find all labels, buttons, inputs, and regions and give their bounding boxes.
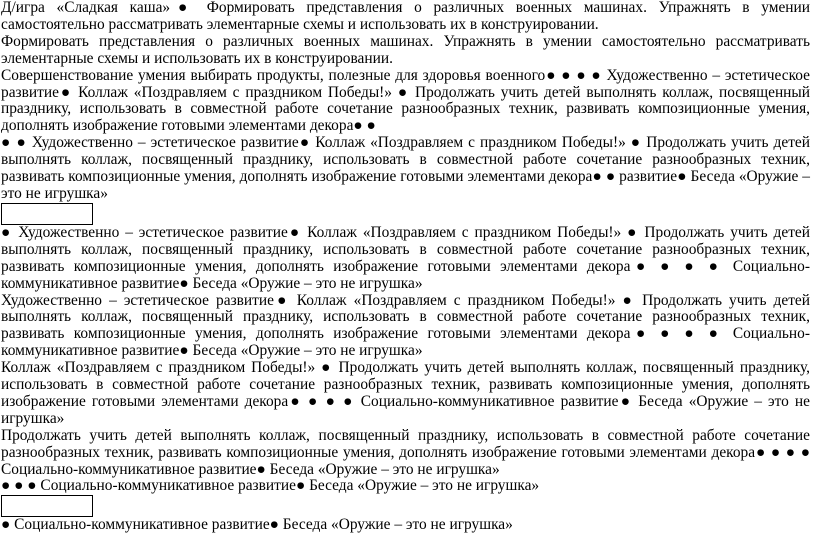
- paragraph-healthy-food: Совершенствование умения выбирать продукты, полезные для здоровья военного● ● ● ● Художественно – эстетическое развитие● Коллаж «Поздравляем с праздником Победы!» ● Продолжать учить детей выполнять коллаж, посвященный празднику, использовать в совместной работе сочетание разнообразных техник, развивать композиционные умения, дополнять изображение готовыми элементами декора● ●: [1, 66, 810, 135]
- paragraph-art-collage-1: ● ● Художественно – эстетическое развитие● Коллаж «Поздравляем с праздником Победы!» ● Продолжать учить детей выполнять коллаж, посвященный празднику, использовать в совместной работе сочетание разнообразных техник, развивать композиционные умения, дополнять изображение готовыми элементами декора● ● развитие● Беседа «Оружие – это не игрушка»: [1, 134, 810, 202]
- empty-frame-box: [1, 495, 93, 517]
- paragraph-social-communicative-1: ● ● ● Социально-коммуникативное развитие● Беседа «Оружие – это не игрушка»: [1, 477, 540, 495]
- paragraph-art-collage-3: Художественно – эстетическое развитие● Коллаж «Поздравляем с праздником Победы!» ● Продолжать учить детей выполнять коллаж, посвященный празднику, использовать в совместной работе сочетание разнообразных техник, развивать композиционные умения, дополнять изображение готовыми элементами декора● ● ● ● Социально-коммуникативное развитие● Беседа «Оружие – это не игрушка»: [1, 291, 810, 360]
- paragraph-military-machines: Формировать представления о различных военных машинах. Упражнять в умении самостоятельно рассматривать элементарные схемы и использовать их в конструировании.: [1, 32, 810, 67]
- paragraph-continue-teaching: Продолжать учить детей выполнять коллаж, посвященный празднику, использовать в совместной работе сочетание разнообразных техник, развивать композиционные умения, дополнять изображение готовыми элементами декора● ● ● ● Социально-коммуникативное развитие● Беседа «Оружие – это не игрушка»: [1, 426, 810, 478]
- paragraph-game-sweet-porridge: Д/игра «Сладкая каша»● Формировать представления о различных военных машинах. Упражнять в умении самостоятельно рассматривать элементарные схемы и использовать их в конструировании.: [1, 0, 810, 33]
- paragraph-social-communicative-2: ● Социально-коммуникативное развитие● Беседа «Оружие – это не игрушка»: [1, 516, 513, 534]
- paragraph-collage-victory: Коллаж «Поздравляем с праздником Победы!» ● Продолжать учить детей выполнять коллаж, посвященный празднику, использовать в совместной работе сочетание разнообразных техник, развивать композиционные умения, дополнять изображение готовыми элементами декора● ● ● ● Социально-коммуникативное развитие● Беседа «Оружие – это не игрушка»: [1, 359, 810, 427]
- empty-frame-box: [1, 203, 93, 225]
- paragraph-art-collage-2: ● Художественно – эстетическое развитие● Коллаж «Поздравляем с праздником Победы!» ● Продолжать учить детей выполнять коллаж, посвященный празднику, использовать в совместной работе сочетание разнообразных техник, развивать композиционные умения, дополнять изображение готовыми элементами декора● ● ● ● Социально-коммуникативное развитие● Беседа «Оружие – это не игрушка»: [1, 223, 810, 292]
